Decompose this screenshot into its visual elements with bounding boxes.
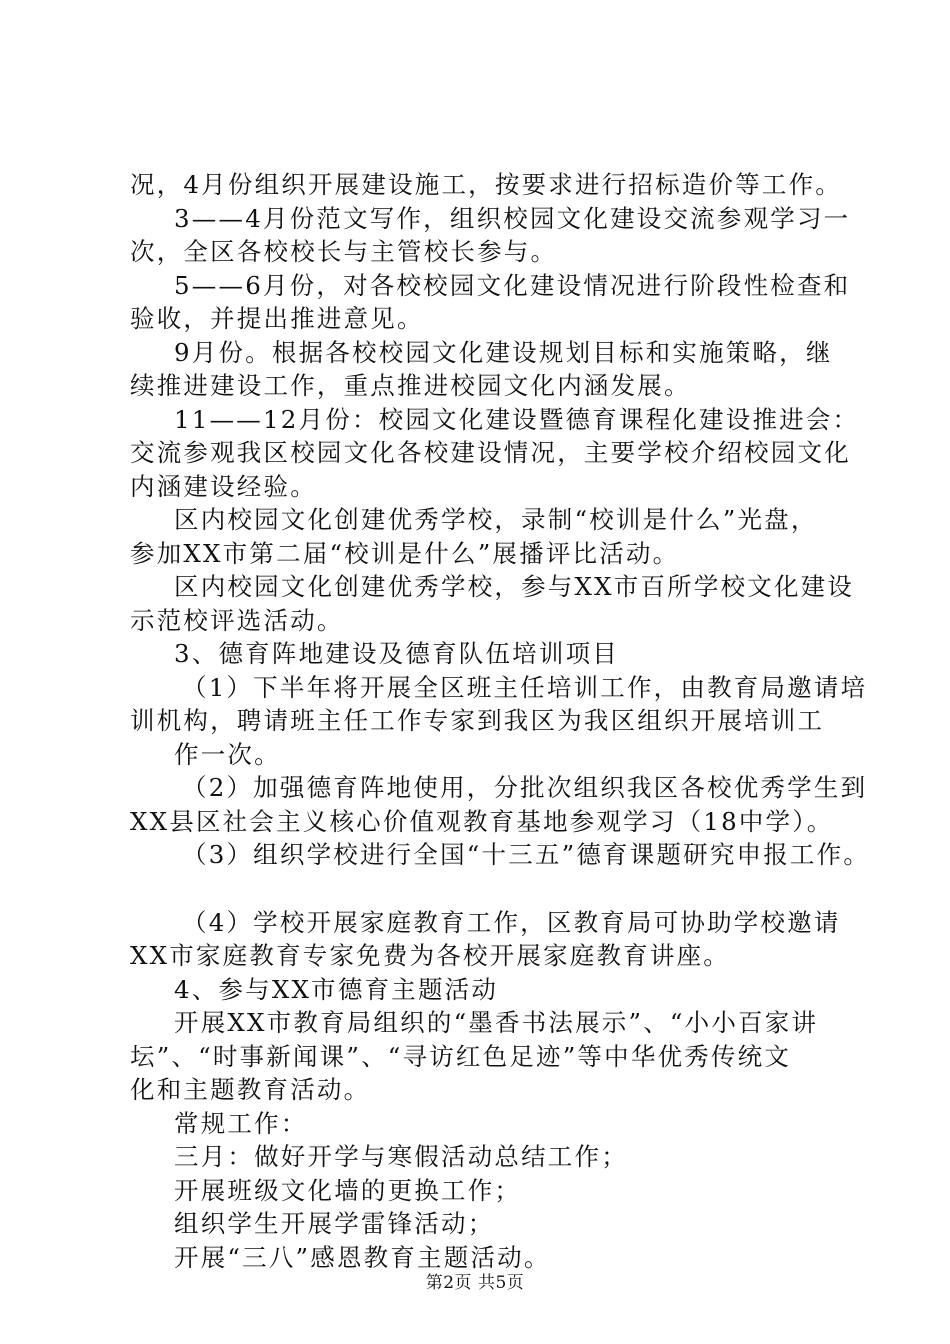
paragraph-line: 组织学生开展学雷锋活动；	[174, 1209, 495, 1238]
paragraph-line: 开展班级文化墙的更换工作；	[174, 1175, 522, 1205]
paragraph-line: 11——12月份：校园文化建设暨德育课程化建设推进会：	[174, 404, 860, 434]
paragraph-line: 5——6月份，对各校校园文化建设情况进行阶段性检查和	[174, 270, 851, 300]
paragraph-line: 参加XX市第二届“校训是什么”展播评比活动。	[130, 538, 680, 568]
paragraph-line: （2）加强德育阵地使用，分批次组织我区各校优秀学生到	[182, 773, 868, 802]
paragraph-line: 区内校园文化创建优秀学校，录制“校训是什么”光盘，	[174, 505, 818, 534]
paragraph-line: 交流参观我区校园文化各校建设情况，主要学校介绍校园文化	[130, 438, 851, 467]
paragraph-line: 示范校评选活动。	[130, 605, 344, 635]
document-body	[130, 168, 871, 1274]
paragraph-line: 续推进建设工作，重点推进校园文化内涵发展。	[130, 371, 691, 400]
paragraph-line: 训机构，聘请班主任工作专家到我区为我区组织开展培训工	[130, 706, 825, 735]
paragraph-line: 开展XX市教育局组织的“墨香书法展示”、“小小百家讲	[174, 1008, 819, 1037]
paragraph-line: 3——4月份范文写作，组织校园文化建设交流参观学习一	[174, 203, 851, 233]
blank-line	[130, 872, 850, 906]
paragraph-line: 坛”、“时事新闻课”、“寻访红色足迹”等中华优秀传统文	[130, 1041, 792, 1071]
paragraph-line: XX县区社会主义核心价值观教育基地参观学习（18中学）。	[130, 806, 834, 836]
paragraph-line: XX市家庭教育专家免费为各校开展家庭教育讲座。	[130, 941, 730, 970]
page-number-footer: 第2页 共5页	[425, 1273, 525, 1293]
section-heading: 3、德育阵地建设及德育队伍培训项目	[174, 639, 619, 668]
paragraph-line: 验收，并提出推进意见。	[130, 304, 424, 333]
paragraph-line: （1）下半年将开展全区班主任培训工作，由教育局邀请培	[182, 672, 868, 702]
paragraph-line: （3）组织学校进行全国“十三五”德育课题研究申报工作。	[182, 840, 871, 869]
paragraph-line: 区内校园文化创建优秀学校，参与XX市百所学校文化建设	[174, 572, 855, 601]
paragraph-line: 况，4月份组织开展建设施工，按要求进行招标造价等工作。	[130, 170, 842, 199]
paragraph-line: 常规工作：	[174, 1108, 308, 1138]
paragraph-line: 化和主题教育活动。	[130, 1075, 371, 1104]
paragraph-line: 三月：做好开学与寒假活动总结工作；	[174, 1142, 628, 1171]
paragraph-line: （4）学校开展家庭教育工作，区教育局可协助学校邀请	[182, 907, 841, 937]
paragraph-line: 内涵建设经验。	[130, 471, 317, 501]
paragraph-line: 次，全区各校校长与主管校长参与。	[130, 237, 558, 266]
paragraph-line: 作一次。	[174, 739, 281, 769]
paragraph-line: 开展“三八”感恩教育主题活动。	[174, 1242, 551, 1272]
paragraph-line: 9月份。根据各校校园文化建设规划目标和实施策略，继	[174, 337, 833, 367]
section-heading: 4、参与XX市德育主题活动	[174, 974, 499, 1004]
